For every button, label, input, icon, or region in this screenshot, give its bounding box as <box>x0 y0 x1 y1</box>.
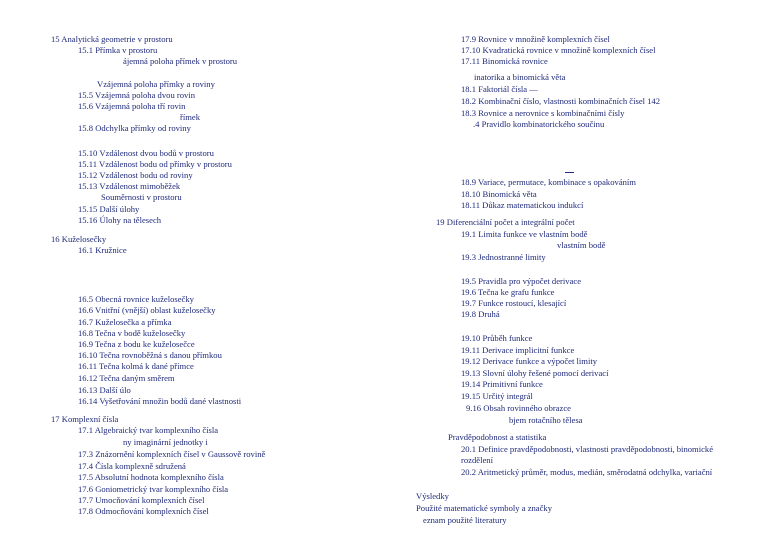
toc-entry[interactable]: Souměrnosti v prostoru <box>101 192 182 202</box>
toc-entry[interactable]: 19.12 Derivace funkce a výpočet limity <box>461 356 598 366</box>
toc-entry[interactable]: 16.8 Tečna v bodě kuželosečky <box>78 328 186 338</box>
toc-entry[interactable]: 17.9 Rovnice v množině komplexních čísel <box>461 34 610 44</box>
toc-entry[interactable]: 19.11 Derivace implicitní funkce <box>461 345 575 355</box>
toc-entry[interactable]: 15.10 Vzdálenost dvou bodů v prostoru <box>78 148 214 158</box>
toc-entry[interactable]: inatorika a binomická věta <box>474 72 566 82</box>
toc-entry[interactable]: ájemná poloha přímek v prostoru <box>123 56 238 66</box>
toc-entry[interactable]: 17.5 Absolutní hodnota komplexního čísla <box>78 472 224 482</box>
toc-entry[interactable]: 19.10 Průběh funkce <box>461 333 533 343</box>
toc-entry[interactable]: 16.10 Tečna rovnoběžná s danou přímkou <box>78 350 222 360</box>
toc-entry[interactable]: 15.5 Vzájemná poloha dvou rovin <box>78 90 196 100</box>
toc-entry[interactable]: 17.7 Umocňování komplexních čísel <box>78 495 205 505</box>
toc-entry[interactable]: 16.6 Vnitřní (vnější) oblast kuželosečky <box>78 305 216 315</box>
toc-entry[interactable]: Pravděpodobnost a statistika <box>448 432 547 442</box>
toc-entry[interactable]: 18.2 Kombinační číslo, vlastnosti kombinačních čísel 142 <box>461 96 661 106</box>
toc-entry[interactable]: 17.11 Binomická rovnice <box>461 56 548 66</box>
toc-entry[interactable]: 17.3 Znázornění komplexních čísel v Gaussově rovině <box>78 449 266 459</box>
toc-entry[interactable]: vlastním bodě <box>557 240 606 250</box>
toc-entry[interactable]: 16.12 Tečna daným směrem <box>78 373 175 383</box>
toc-entry[interactable]: 17 Komplexní čísla <box>51 414 119 424</box>
toc-entry[interactable]: 16 Kuželosečky <box>51 234 107 244</box>
toc-entry[interactable]: Použité matematické symboly a značky <box>416 503 553 513</box>
toc-entry[interactable]: 17.8 Odmocňování komplexních čísel <box>78 506 209 516</box>
toc-entry[interactable]: Vzájemná poloha přímky a roviny <box>97 79 215 89</box>
toc-entry[interactable]: 15.12 Vzdálenost bodu od roviny <box>78 170 193 180</box>
toc-entry[interactable]: 16.9 Tečna z bodu ke kuželosečce <box>78 339 195 349</box>
toc-entry[interactable]: 15.15 Další úlohy <box>78 204 140 214</box>
toc-entry[interactable]: bjem rotačního tělesa <box>509 415 583 425</box>
toc-entry[interactable]: 20.2 Aritmetický průměr, modus, medián, směrodatná odchylka, variační <box>461 467 713 477</box>
toc-entry[interactable]: 18.10 Binomická věta <box>461 189 537 199</box>
toc-entry[interactable]: 17.6 Goniometrický tvar komplexního čísla <box>78 484 229 494</box>
toc-entry[interactable]: 19.3 Jednostranné limity <box>461 252 546 262</box>
toc-entry[interactable]: 17.10 Kvadratická rovnice v množině komplexních čísel <box>461 45 656 55</box>
toc-entry[interactable]: 17.4 Čísla komplexně sdružená <box>78 461 186 471</box>
toc-entry[interactable]: 19.15 Určitý integrál <box>461 391 533 401</box>
toc-entry[interactable]: 16.7 Kuželosečka a přímka <box>78 317 172 327</box>
toc-entry[interactable]: 15.11 Vzdálenost bodu od přímky v prostoru <box>78 159 232 169</box>
toc-entry[interactable]: eznam použité literatury <box>423 515 507 525</box>
toc-entry[interactable]: 19.6 Tečna ke grafu funkce <box>461 287 555 297</box>
toc-entry[interactable]: 19.14 Primitivní funkce <box>461 379 543 389</box>
toc-entry[interactable]: rozdělení <box>461 455 493 465</box>
toc-entry[interactable]: 19.7 Funkce rostoucí, klesající <box>461 298 567 308</box>
toc-entry[interactable]: 19.1 Limita funkce ve vlastním bodě <box>461 229 588 239</box>
toc-entry[interactable]: 18.3 Rovnice a nerovnice s kombinačními čísly <box>461 108 625 118</box>
toc-entry[interactable]: 16.11 Tečna kolmá k dané přímce <box>78 361 194 371</box>
toc-entry[interactable]: 19.8 Druhá <box>461 309 500 319</box>
toc-entry[interactable]: 18.11 Důkaz matematickou indukcí <box>461 200 584 210</box>
toc-entry[interactable]: 18.9 Variace, permutace, kombinace s opakováním <box>461 177 636 187</box>
toc-entry[interactable]: 19 Diferenciální počet a integrální počet <box>436 217 575 227</box>
toc-entry[interactable]: 17.1 Algebraický tvar komplexního čísla <box>78 425 219 435</box>
toc-entry[interactable]: 9.16 Obsah rovinného obrazce <box>466 403 572 413</box>
toc-entry[interactable]: 19.13 Slovní úlohy řešené pomocí derivací <box>461 368 609 378</box>
toc-entry[interactable]: 20.1 Definice pravděpodobnosti, vlastnosti pravděpodobnosti, binomické <box>461 444 714 454</box>
toc-entry[interactable]: 15.13 Vzdálenost mimoběžek <box>78 181 181 191</box>
toc-entry[interactable]: ny imaginární jednotky i <box>123 437 208 447</box>
toc-entry[interactable]: 18.1 Faktoriál čísla — <box>461 84 538 94</box>
toc-entry[interactable]: 16.14 Vyšetřování množin bodů dané vlastnosti <box>78 396 242 406</box>
toc-entry[interactable]: 15.6 Vzájemná poloha tří rovin <box>78 101 186 111</box>
toc-entry[interactable]: 15 Analytická geometrie v prostoru <box>51 34 173 44</box>
dash-mark <box>565 172 574 173</box>
toc-entry[interactable]: 16.5 Obecná rovnice kuželosečky <box>78 294 194 304</box>
toc-entry[interactable]: 19.5 Pravidla pro výpočet derivace <box>461 276 582 286</box>
toc-entry[interactable]: římek <box>180 112 201 122</box>
toc-entry[interactable]: 15.1 Přímka v prostoru <box>78 45 158 55</box>
toc-entry[interactable]: 16.1 Kružnice <box>78 245 127 255</box>
toc-entry[interactable]: 16.13 Další úlo <box>78 385 131 395</box>
toc-entry[interactable]: .4 Pravidlo kombinatorického součinu <box>473 119 605 129</box>
toc-entry[interactable]: 15.16 Úlohy na tělesech <box>78 215 162 225</box>
toc-entry[interactable]: Výsledky <box>416 491 449 501</box>
toc-entry[interactable]: 15.8 Odchylka přímky od roviny <box>78 123 191 133</box>
